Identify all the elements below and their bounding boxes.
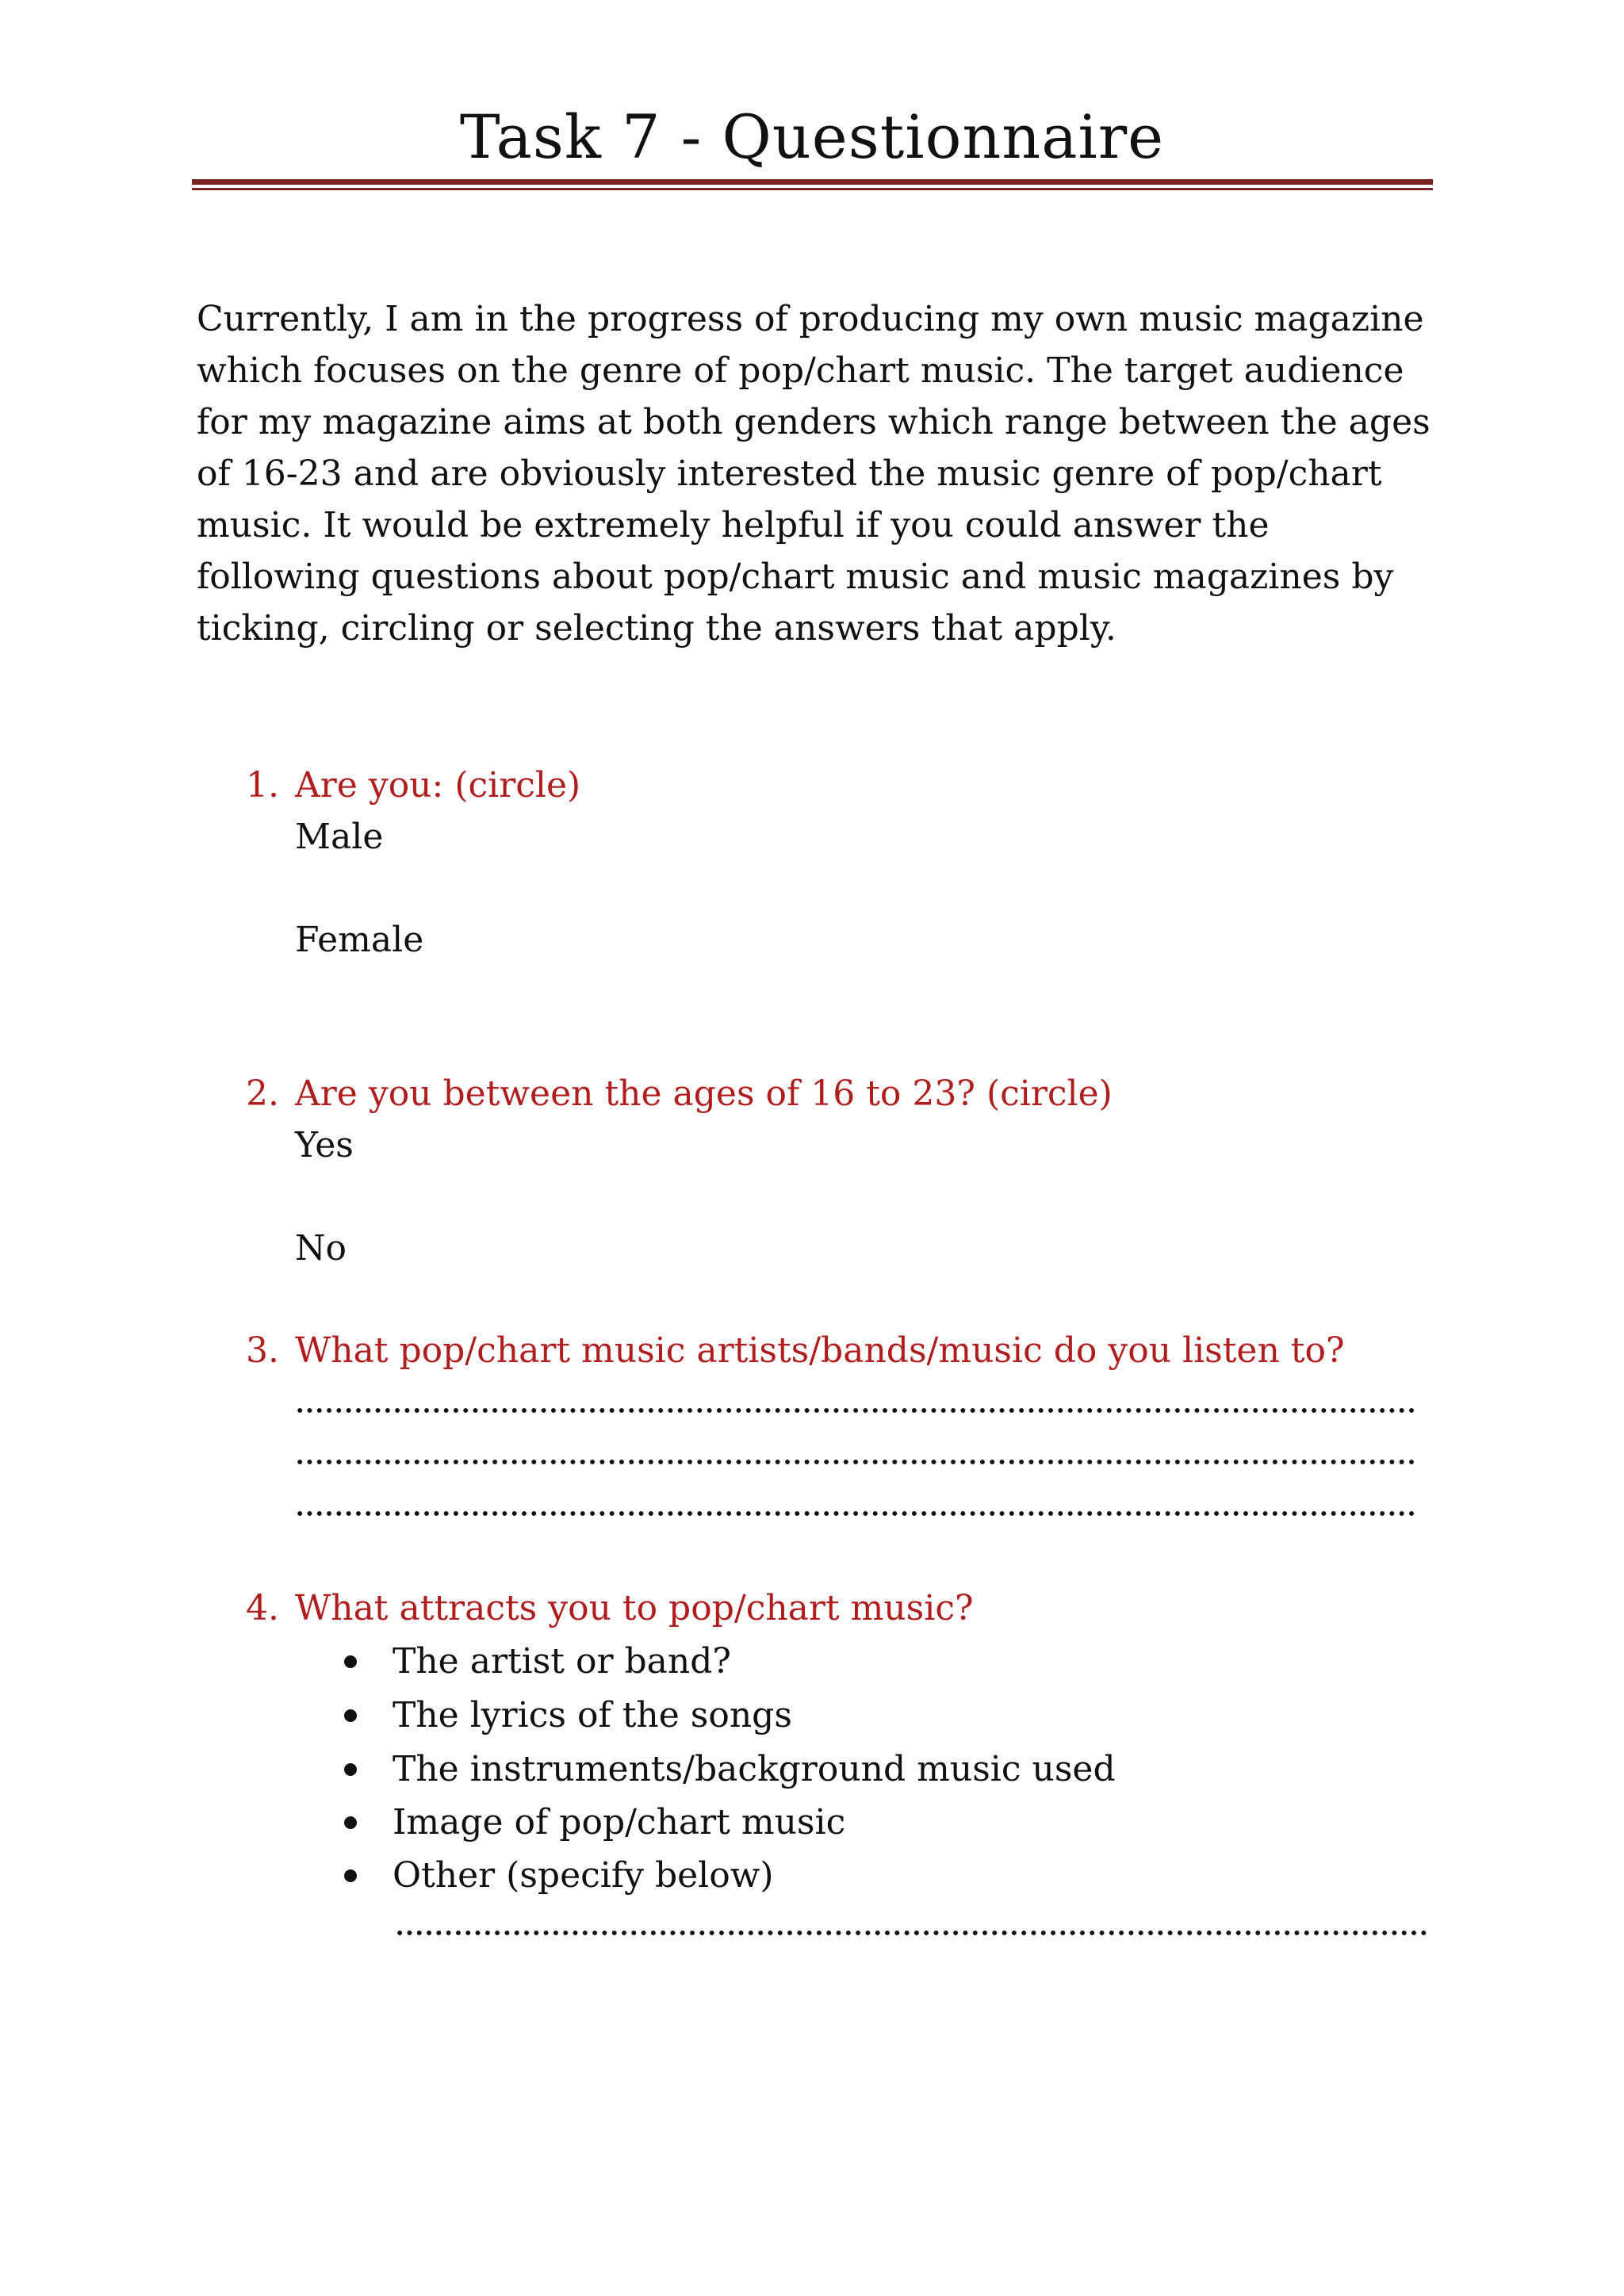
answer-yes[interactable]: Yes xyxy=(295,1125,354,1165)
answer-line-2[interactable] xyxy=(295,1459,1415,1465)
option-label: The artist or band? xyxy=(393,1641,731,1682)
option-label: The lyrics of the songs xyxy=(393,1695,792,1735)
option-artist-or-band[interactable] xyxy=(0,1636,1624,1687)
bullet-icon xyxy=(344,1763,357,1776)
option-other[interactable] xyxy=(0,1850,1624,1901)
question-1-text: Are you: (circle) xyxy=(295,765,581,806)
answer-no[interactable]: No xyxy=(295,1228,347,1269)
answer-line-1[interactable] xyxy=(295,1407,1415,1414)
bullet-icon xyxy=(344,1816,357,1829)
answer-male[interactable]: Male xyxy=(295,817,384,857)
answer-female[interactable]: Female xyxy=(295,920,424,960)
other-specify-line[interactable] xyxy=(395,1930,1427,1936)
answer-line-3[interactable] xyxy=(295,1510,1415,1517)
question-4-number: 4. xyxy=(246,1588,279,1628)
question-3-text: What pop/chart music artists/bands/music do you listen to? xyxy=(295,1330,1345,1371)
bullet-icon xyxy=(344,1869,357,1882)
question-4-text: What attracts you to pop/chart music? xyxy=(295,1588,974,1628)
option-label: Other (specify below) xyxy=(393,1855,774,1896)
page-title: Task 7 - Questionnaire xyxy=(459,101,1165,172)
intro-paragraph: Currently, I am in the progress of producing my own music magazine which focuses on the genre of pop/chart music. The target audience for my magazine aims at both genders which range between the ages of 16-23 and are obviously interested the music genre of pop/chart music. It would be extremely helpful if you could answer the following questions about pop/chart music and music magazines by ticking, circling or selecting the answers that apply. xyxy=(197,299,1431,649)
title-rule-thin xyxy=(192,188,1433,190)
question-3-number: 3. xyxy=(246,1330,279,1371)
title-rule-thick xyxy=(192,179,1433,185)
option-lyrics[interactable] xyxy=(0,1689,1624,1741)
bullet-icon xyxy=(344,1709,357,1722)
option-image[interactable] xyxy=(0,1797,1624,1848)
question-2-text: Are you between the ages of 16 to 23? (circle) xyxy=(295,1073,1113,1114)
bullet-icon xyxy=(344,1655,357,1668)
option-label: The instruments/background music used xyxy=(393,1749,1116,1789)
option-instruments[interactable] xyxy=(0,1743,1624,1795)
question-1-number: 1. xyxy=(246,765,279,806)
option-label: Image of pop/chart music xyxy=(393,1802,846,1843)
question-2-number: 2. xyxy=(246,1073,279,1114)
